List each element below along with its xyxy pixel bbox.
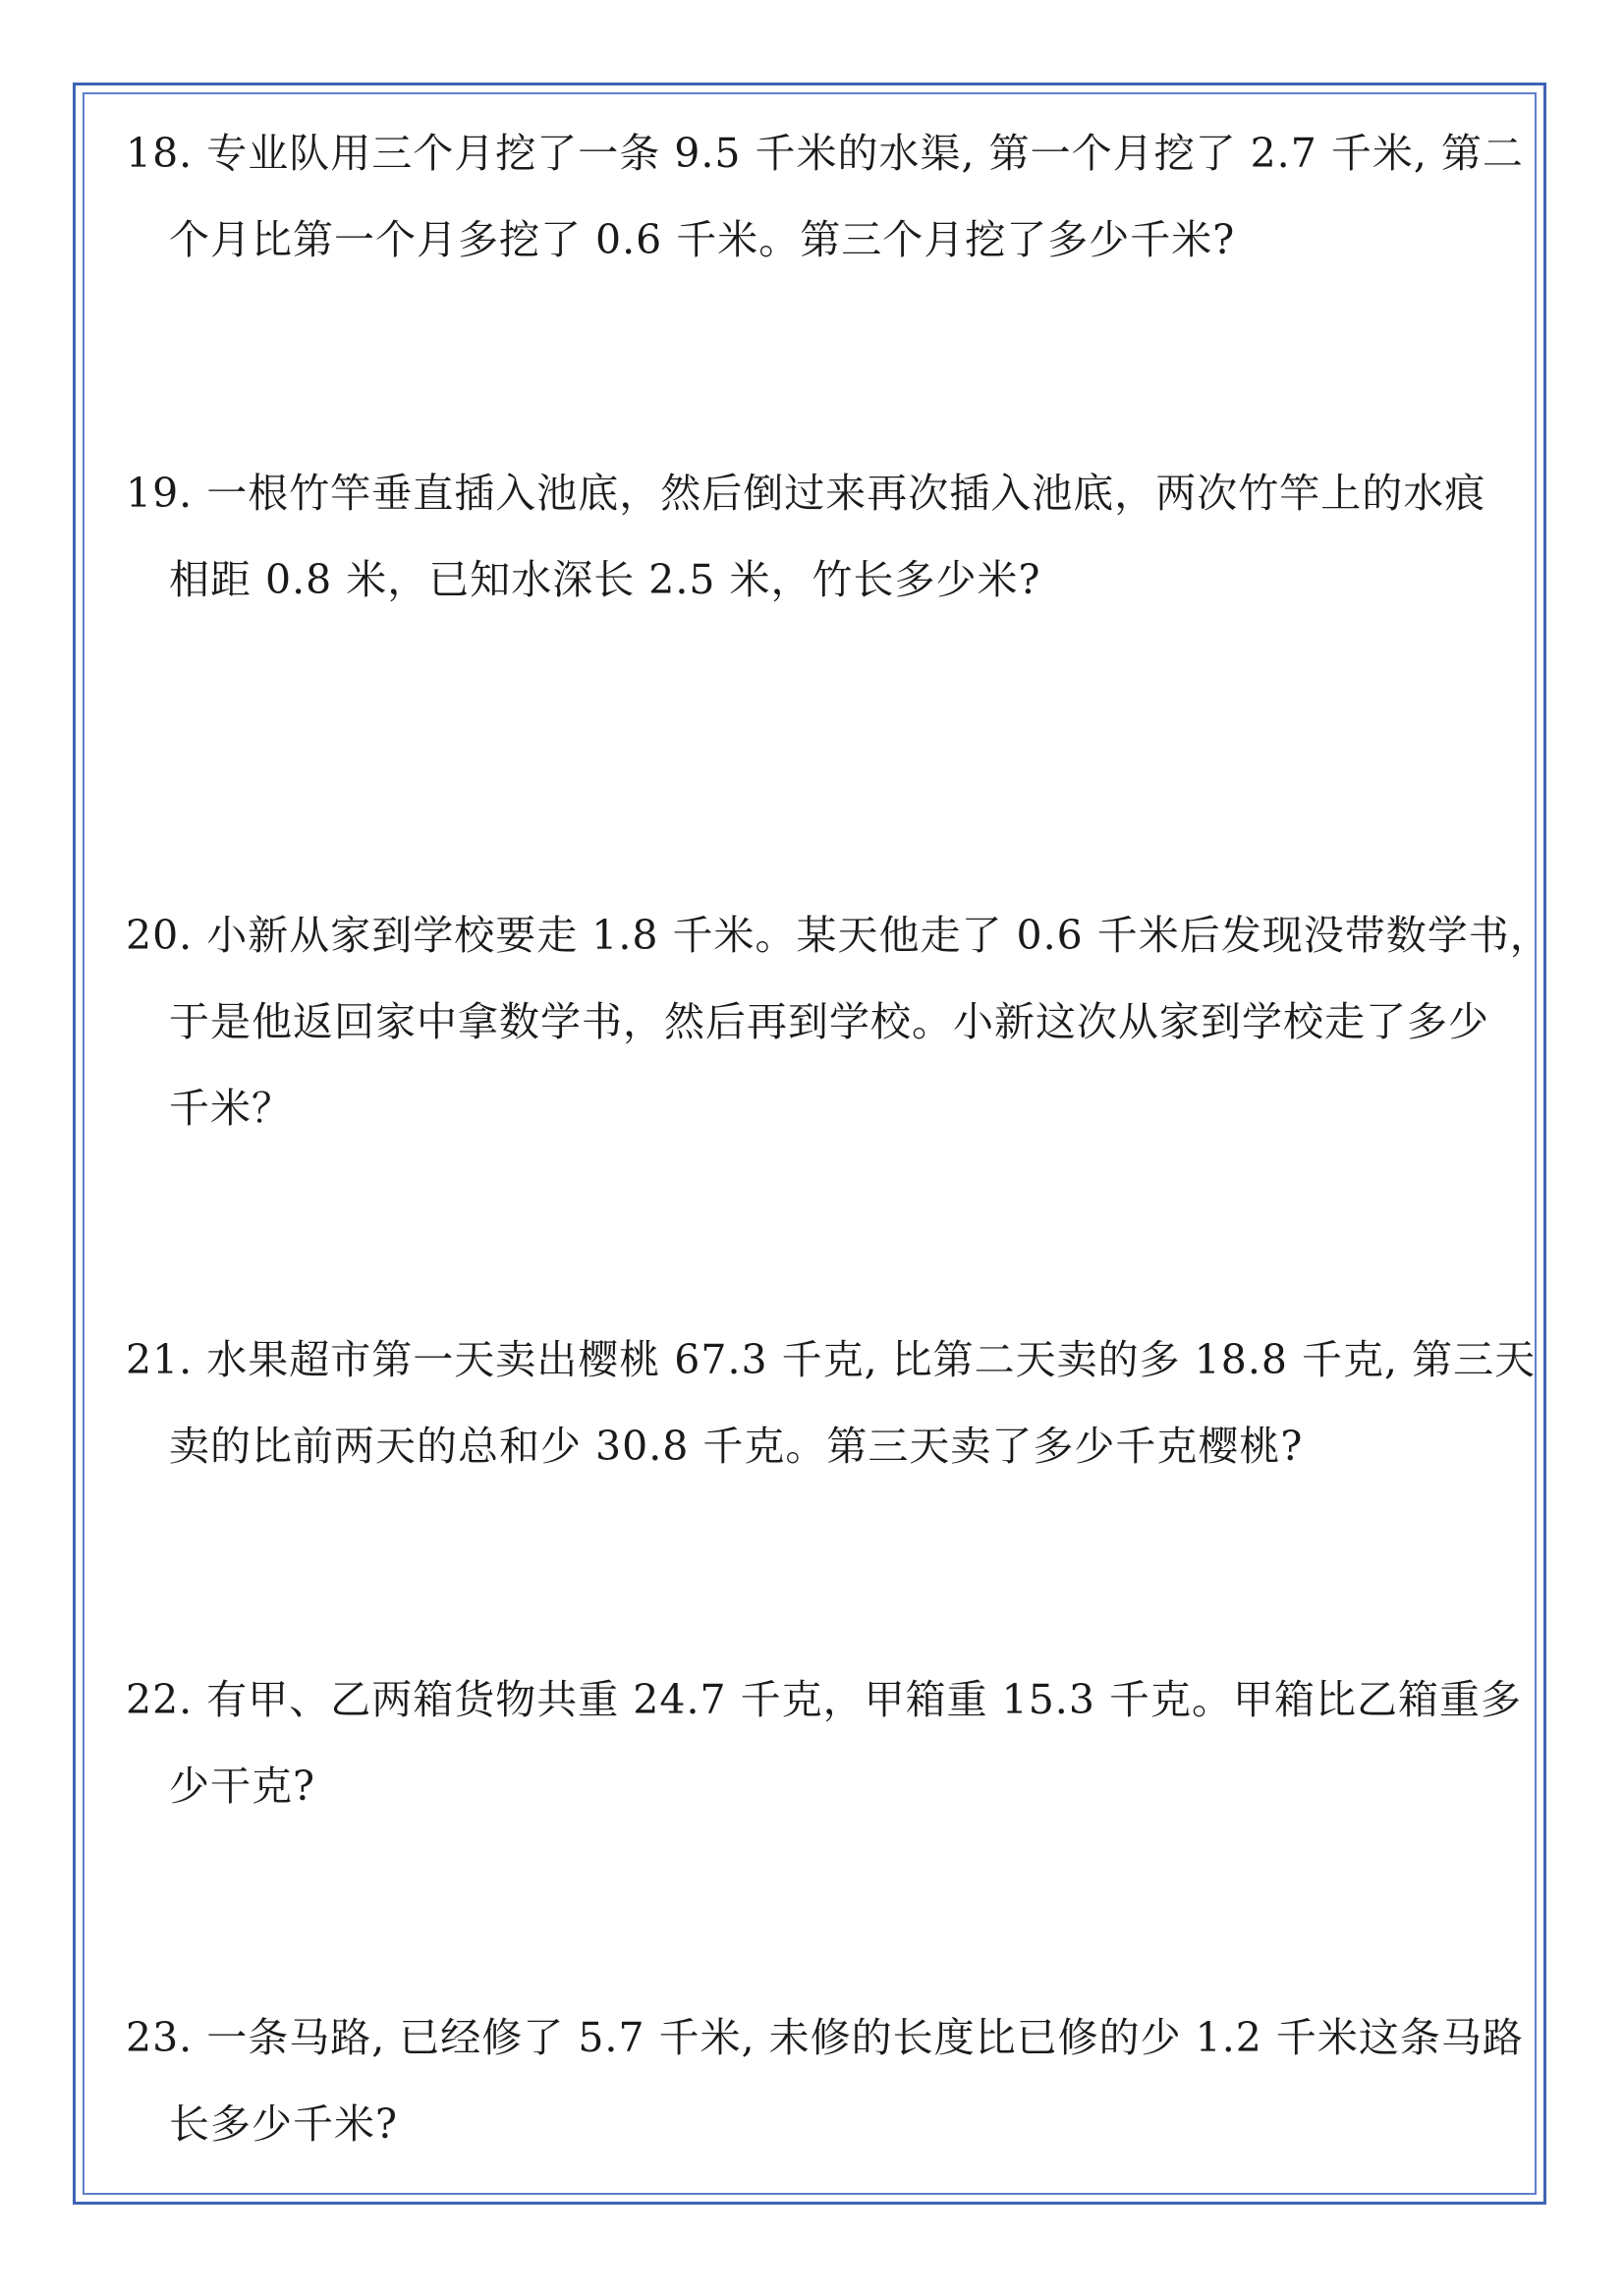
question-line: 23. 一条马路, 已经修了 5.7 千米, 未修的长度比已修的少 1.2 千米这条马路 — [126, 2014, 1524, 2061]
question-19 — [126, 450, 1501, 623]
question-22 — [126, 1656, 1522, 1829]
question-line: 于是他返回家中拿数学书，然后再到学校。小新这次从家到学校走了多少 — [169, 998, 1489, 1045]
question-line: 22. 有甲、乙两箱货物共重 24.7 千克，甲箱重 15.3 千克。甲箱比乙箱重多 — [126, 1676, 1522, 1723]
question-line: 相距 0.8 米，已知水深长 2.5 米，竹长多少米? — [169, 556, 1041, 603]
question-line: 个月比第一个月多挖了 0.6 千米。第三个月挖了多少千米? — [169, 216, 1236, 263]
question-line: 19. 一根竹竿垂直插入池底，然后倒过来再次插入池底，两次竹竿上的水痕 — [126, 470, 1486, 517]
question-line: 20. 小新从家到学校要走 1.8 千米。某天他走了 0.6 千米后发现没带数学书， — [126, 912, 1551, 959]
question-line: 少干克? — [169, 1763, 315, 1810]
question-20 — [126, 892, 1551, 1151]
question-line: 长多少千米? — [169, 2100, 398, 2148]
question-18 — [126, 110, 1524, 283]
question-line: 千米？ — [169, 1085, 293, 1132]
question-21 — [126, 1316, 1537, 1489]
question-line: 21. 水果超市第一天卖出樱桃 67.3 千克, 比第二天卖的多 18.8 千克, 第三天 — [126, 1336, 1537, 1383]
question-23 — [126, 1994, 1524, 2167]
question-line: 18. 专业队用三个月挖了一条 9.5 千米的水渠, 第一个月挖了 2.7 千米, 第二 — [126, 130, 1524, 177]
question-line: 卖的比前两天的总和少 30.8 千克。第三天卖了多少千克樱桃? — [169, 1423, 1304, 1470]
